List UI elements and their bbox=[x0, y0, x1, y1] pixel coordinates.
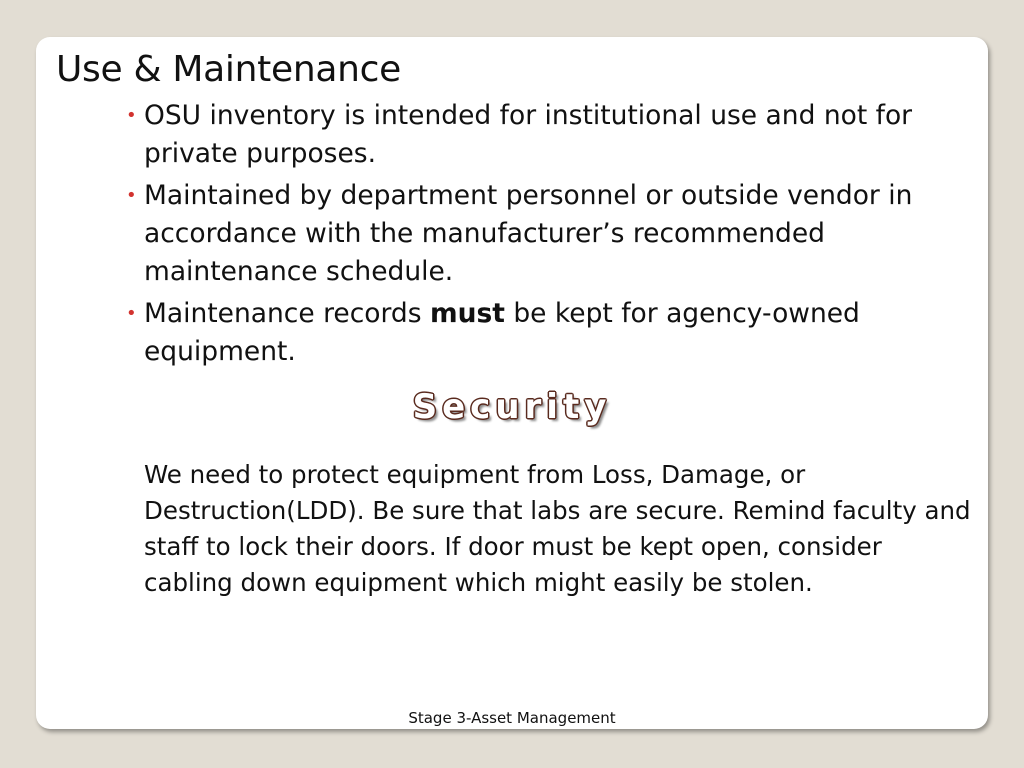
security-heading: Security bbox=[412, 387, 612, 427]
security-body-text: We need to protect equipment from Loss, Damage, or Destruction(LDD). Be sure that labs are secure. Remind faculty and staff to lock their doors. If door must be kept open, consider cabling down equipment which might easily be stolen. bbox=[144, 460, 971, 597]
bullet-dot-icon: • bbox=[126, 185, 137, 206]
bullet-dot-icon: • bbox=[126, 105, 137, 126]
slide-footer: Stage 3-Asset Management bbox=[408, 709, 616, 727]
bullet-item-maintenance-personnel bbox=[126, 177, 956, 291]
bullet-text: Maintained by department personnel or outside vendor in accordance with the manufacturer’s recommended maintenance schedule. bbox=[144, 180, 913, 287]
slide-title: Use & Maintenance bbox=[56, 49, 401, 90]
bullet-list bbox=[126, 97, 956, 375]
bullet-text: OSU inventory is intended for institutional use and not for private purposes. bbox=[144, 100, 913, 169]
slide bbox=[36, 37, 988, 729]
bullet-item-institutional-use bbox=[126, 97, 956, 173]
bullet-item-maintenance-records bbox=[126, 295, 956, 371]
bullet-emphasis: must bbox=[429, 298, 505, 329]
bullet-text-after: be kept for agency-owned equipment. bbox=[144, 298, 860, 367]
bullet-text-before: Maintenance records bbox=[144, 298, 430, 329]
bullet-dot-icon: • bbox=[126, 303, 137, 324]
